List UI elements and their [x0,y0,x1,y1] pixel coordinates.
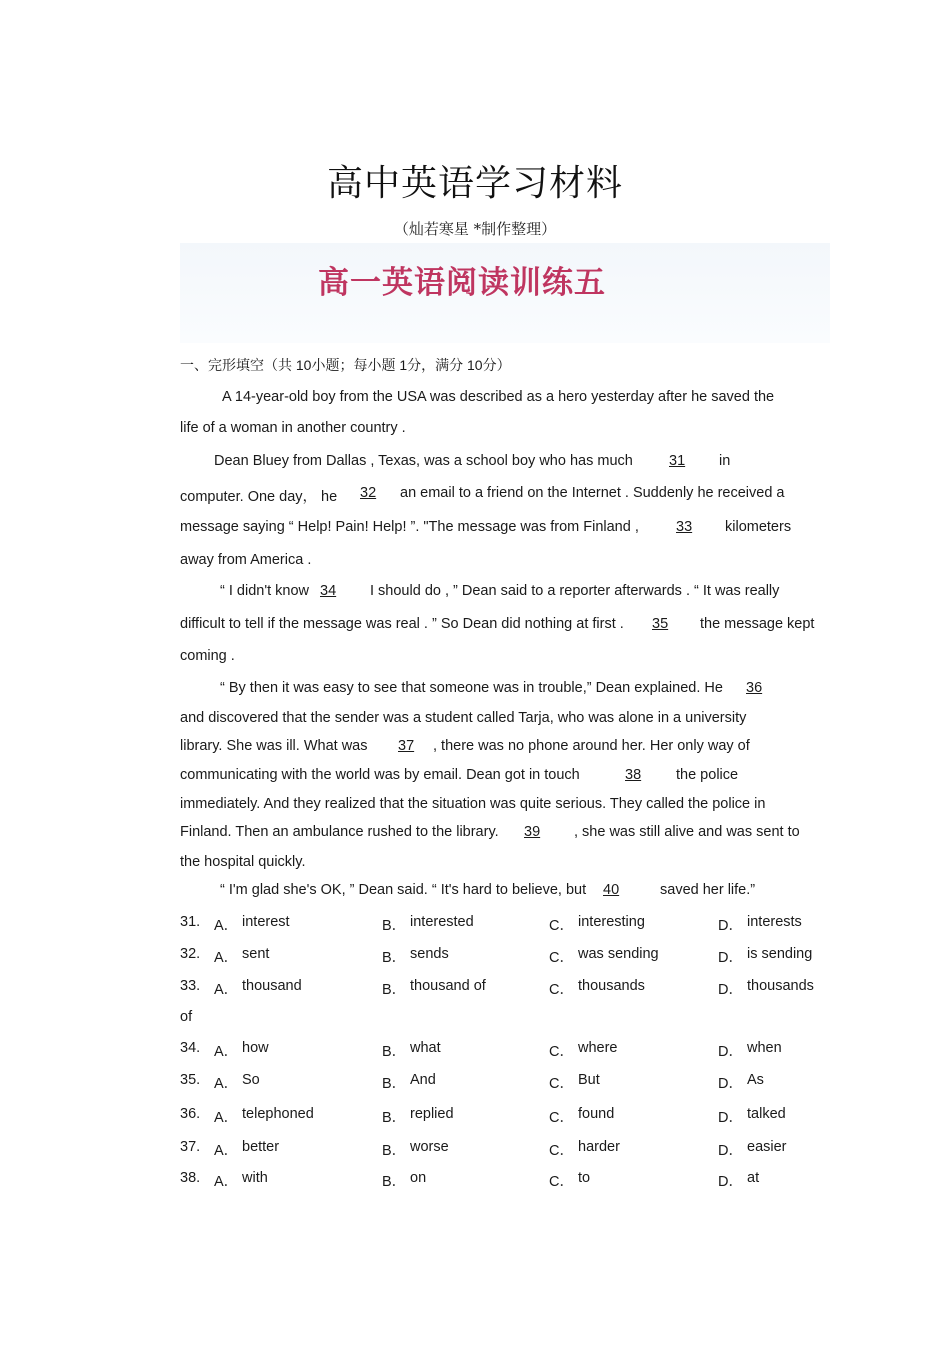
option-letter: C． [549,1044,574,1060]
option-letter: A． [214,1143,239,1159]
option-text: And [410,1072,436,1088]
option-letter: A． [214,950,239,966]
option-letter: C． [549,950,574,966]
passage-line: I should do , ” Dean said to a reporter afterwards . “ It was really [370,583,780,599]
option-text: thousands [578,978,645,994]
option-text: where [578,1040,618,1056]
option-text: thousands [747,978,814,994]
option-text: interested [410,914,474,930]
option-letter: B． [382,982,407,998]
passage-line: “ By then it was easy to see that someone was in trouble,” Dean explained. He [220,680,723,696]
option-text: better [242,1139,280,1155]
option-text: thousand [242,978,302,994]
banner-title: 高一英语阅读训练五 [318,265,606,301]
option-text: sent [242,946,270,962]
passage-line: communicating with the world was by email. Dean got in touch [180,767,580,783]
passage-line: the message kept [700,616,815,632]
option-text: sends [410,946,449,962]
passage-line: saved her life.” [660,882,756,898]
option-text: interesting [578,914,645,930]
option-text: As [747,1072,764,1088]
blank-32: 32 [360,485,377,501]
passage-line: “ I didn't know [220,583,310,599]
option-letter: A． [214,982,239,998]
option-text: harder [578,1139,620,1155]
option-text: easier [747,1139,787,1155]
option-text: interest [242,914,290,930]
option-text: on [410,1170,427,1186]
question-number: 31. [180,914,201,930]
option-letter: D． [718,1174,743,1190]
question-number: 32. [180,946,201,962]
question-number: 37. [180,1139,201,1155]
passage-line: library. She was ill. What was [180,738,368,754]
option-letter: C． [549,1076,574,1092]
option-letter: D． [718,982,743,998]
option-letter: B． [382,1076,407,1092]
option-letter: A． [214,1174,239,1190]
option-text: thousand of [410,978,486,994]
option-text: telephoned [242,1106,314,1122]
option-letter: A． [214,918,239,934]
question-number: 35. [180,1072,201,1088]
passage-line: immediately. And they realized that the situation was quite serious. They called the police in [180,796,766,812]
option-letter: D． [718,950,743,966]
passage-line: in [719,453,731,469]
option-text: when [747,1040,782,1056]
option-text: was sending [578,946,659,962]
option-text: interests [747,914,802,930]
option-letter: D． [718,1044,743,1060]
question-number: 34. [180,1040,201,1056]
passage-line: , there was no phone around her. Her only way of [433,738,750,754]
passage-line: A 14-year-old boy from the USA was described as a hero yesterday after he saved the [222,389,775,405]
title-banner [180,243,830,343]
blank-36: 36 [746,680,763,696]
option-letter: C． [549,918,574,934]
option-letter: C． [549,982,574,998]
passage-line: an email to a friend on the Internet . Suddenly he received a [400,485,785,501]
option-text: is sending [747,946,813,962]
option-letter: D． [718,1143,743,1159]
passage-line: the hospital quickly. [180,854,306,870]
passage-line: computer. One day， he [180,489,338,505]
passage-line: kilometers [725,519,792,535]
option-letter: C． [549,1174,574,1190]
question-number: 36. [180,1106,201,1122]
option-letter: B． [382,1143,407,1159]
blank-31: 31 [669,453,686,469]
option-letter: B． [382,1174,407,1190]
option-text: what [410,1040,441,1056]
passage-line: Dean Bluey from Dallas , Texas, was a school boy who has much [214,453,633,469]
option-letter: B． [382,950,407,966]
option-letter: D． [718,1076,743,1092]
option-text: So [242,1072,260,1088]
passage-line: Finland. Then an ambulance rushed to the library. [180,824,499,840]
option-letter: B． [382,918,407,934]
option-text-wrap: of [180,1009,193,1025]
option-text: replied [410,1106,454,1122]
passage-line: and discovered that the sender was a student called Tarja, who was alone in a university [180,710,747,726]
passage-line: “ I'm glad she's OK, ” Dean said. “ It's hard to believe, but [220,882,587,898]
blank-40: 40 [603,882,620,898]
blank-38: 38 [625,767,642,783]
document-title: 高中英语学习材料 [326,163,623,204]
option-letter: D． [718,1110,743,1126]
option-letter: B． [382,1044,407,1060]
option-text: with [242,1170,268,1186]
passage-line: coming . [180,648,235,664]
option-letter: A． [214,1076,239,1092]
option-letter: C． [549,1143,574,1159]
passage-line: , she was still alive and was sent to [574,824,800,840]
option-text: But [578,1072,600,1088]
blank-37: 37 [398,738,415,754]
passage-line: message saying “ Help! Pain! Help! ”. "The message was from Finland , [180,519,639,535]
option-text: at [747,1170,760,1186]
option-text: talked [747,1106,786,1122]
option-text: how [242,1040,269,1056]
option-letter: B． [382,1110,407,1126]
option-text: to [578,1170,591,1186]
document-subtitle: （灿若寒星 *制作整理） [393,220,557,238]
option-text: found [578,1106,615,1122]
passage-line: away from America . [180,552,312,568]
blank-39: 39 [524,824,541,840]
blank-33: 33 [676,519,693,535]
blank-35: 35 [652,616,669,632]
section-heading: 一、完形填空（共 10小题；每小题 1分，满分 10分） [180,357,511,373]
option-letter: D． [718,918,743,934]
option-letter: A． [214,1110,239,1126]
blank-34: 34 [320,583,337,599]
passage-line: the police [676,767,739,783]
option-letter: A． [214,1044,239,1060]
option-text: worse [410,1139,449,1155]
passage-line: life of a woman in another country . [180,420,406,436]
option-letter: C． [549,1110,574,1126]
question-number: 38. [180,1170,201,1186]
passage-line: difficult to tell if the message was real . ” So Dean did nothing at first . [180,616,624,632]
question-number: 33. [180,978,201,994]
